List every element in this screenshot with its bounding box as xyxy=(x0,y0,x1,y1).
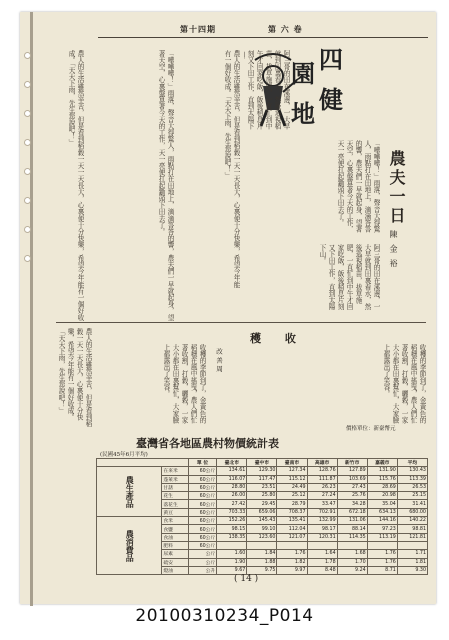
value-cell: 27.24 xyxy=(307,492,337,500)
value-cell: 117.47 xyxy=(247,475,277,483)
value-cell: 115.76 xyxy=(367,475,397,483)
value-cell: 115.12 xyxy=(277,475,307,483)
value-cell: 1.68 xyxy=(337,550,367,558)
article-body-far-left: 農人的生活雖然辛苦，但是看到稻穀一天一天長大，心裏便十分快樂，希望今年能有一個好收成。「天天下雨，先生您說吧！」 xyxy=(67,50,84,321)
value-cell: 24.49 xyxy=(277,483,307,491)
value-cell: 8.71 xyxy=(367,566,397,574)
header-cell: 嘉義市 xyxy=(367,459,397,467)
value-cell: 60公斤 xyxy=(188,492,216,500)
header-cell: 臺北市 xyxy=(217,459,247,467)
value-cell: 138.35 xyxy=(217,533,247,541)
value-cell: 672.18 xyxy=(337,508,367,516)
table-row xyxy=(97,517,428,525)
value-cell: 公斤 xyxy=(188,550,216,558)
value-cell: 28.79 xyxy=(277,500,307,508)
value-cell: 9.97 xyxy=(277,566,307,574)
item-name-cell: 甘藷 xyxy=(162,483,188,491)
value-cell: 123.60 xyxy=(247,533,277,541)
value-cell xyxy=(247,541,277,549)
value-cell: 20.98 xyxy=(367,492,397,500)
value-cell: 111.87 xyxy=(307,475,337,483)
value-cell: 60公斤 xyxy=(188,508,216,516)
value-cell: 98.81 xyxy=(397,525,427,533)
article-body-left: 「嘩嘩嘩！」雨落，聲音大得驚人，雨點打在田地上，滴滴答答的響，農夫們一早就起身，望著天空，心裏盤算著今天的工作，天一亮便扛起鋤頭下田去了。 xyxy=(157,50,174,321)
value-cell: 127.34 xyxy=(277,467,307,475)
value-cell: 1.76 xyxy=(367,550,397,558)
value-cell: 1.64 xyxy=(307,550,337,558)
value-cell: 27.43 xyxy=(337,483,367,491)
value-cell xyxy=(337,541,367,549)
value-cell: 23.51 xyxy=(247,483,277,491)
item-name-cell: 食油 xyxy=(162,533,188,541)
logo-char-2: 健 xyxy=(319,85,343,114)
value-cell: 9.24 xyxy=(337,566,367,574)
value-cell: 659.06 xyxy=(247,508,277,516)
value-cell: 60公斤 xyxy=(188,500,216,508)
value-cell: 152.26 xyxy=(217,517,247,525)
value-cell: 112.04 xyxy=(277,525,307,533)
table-row xyxy=(97,467,428,475)
value-cell: 25.15 xyxy=(397,492,427,500)
value-cell: 680.00 xyxy=(397,508,427,516)
volume-label: 第 六 卷 xyxy=(268,24,303,34)
value-cell: 145.43 xyxy=(247,517,277,525)
item-name-cell: 食米 xyxy=(162,517,188,525)
value-cell: 99.10 xyxy=(247,525,277,533)
value-cell: 27.42 xyxy=(217,500,247,508)
value-cell: 113.39 xyxy=(397,475,427,483)
value-cell: 1.60 xyxy=(217,550,247,558)
table-unit-note: 價格單位：新臺幣元 xyxy=(346,426,396,432)
article2-body-left: 收穫的季節到了，金黃色的稻穗在風中搖曳，農人們忙著收割，打穀，曬穀，一家大小都在田裏幫忙，大家臉上都露出了笑容。 xyxy=(162,344,206,424)
value-cell: 120.31 xyxy=(307,533,337,541)
value-cell: 116.07 xyxy=(217,475,247,483)
logo-char-4: 地 xyxy=(291,99,315,128)
value-cell xyxy=(277,541,307,549)
value-cell: 140.22 xyxy=(397,517,427,525)
value-cell: 129.30 xyxy=(247,467,277,475)
price-table xyxy=(96,458,428,575)
value-cell: 131.06 xyxy=(337,517,367,525)
value-cell xyxy=(367,541,397,549)
value-cell: 702.91 xyxy=(307,508,337,516)
value-cell: 35.04 xyxy=(367,500,397,508)
article-body-mid: 農人的生活雖然辛苦，但是看到稻穀一天一天長大，心裏便十分快樂，希望今年能有一個好收成。「天天下雨，先生您說吧！」 xyxy=(223,50,240,288)
header-cell: 高雄市 xyxy=(307,459,337,467)
logo-char-3: 園 xyxy=(291,59,315,88)
logo-char-1: 四 xyxy=(319,45,343,74)
binding-holes xyxy=(24,52,31,284)
value-cell: 121.07 xyxy=(277,533,307,541)
value-cell: 114.35 xyxy=(337,533,367,541)
value-cell: 1.78 xyxy=(307,558,337,566)
header-cell xyxy=(97,459,189,467)
image-caption: 20100310234_P014 xyxy=(135,606,314,626)
value-cell: 31.41 xyxy=(397,500,427,508)
page-number: ( 14 ) xyxy=(234,574,259,584)
table-header-row xyxy=(97,459,428,467)
item-name-cell: 尿素 xyxy=(162,550,188,558)
value-cell: 1.71 xyxy=(397,550,427,558)
header-cell: 新竹市 xyxy=(337,459,367,467)
value-cell: 9.30 xyxy=(397,566,427,574)
value-cell: 60公斤 xyxy=(188,475,216,483)
value-cell: 26.23 xyxy=(307,483,337,491)
item-name-cell: 黃豆 xyxy=(162,508,188,516)
article-body-mid-top: 阿三哥的田在溪邊，一大早就到田裏看水，然後巡視稻苗，拔草施肥，一直忙到中午才回家吃飯，飯後稍息片刻又下田工作，直到太陽下 xyxy=(246,50,290,130)
value-cell: 1.76 xyxy=(367,558,397,566)
value-cell: 131.90 xyxy=(367,467,397,475)
table-date-note: (民國45年6月平均) xyxy=(100,452,148,458)
article2-author: 改 善 周 xyxy=(215,348,223,372)
value-cell: 28.69 xyxy=(367,483,397,491)
value-cell: 25.12 xyxy=(277,492,307,500)
value-cell: 8.48 xyxy=(307,566,337,574)
value-cell: 88.14 xyxy=(337,525,367,533)
value-cell: 132.99 xyxy=(307,517,337,525)
article-body-right: 「嘩嘩嘩！」雨落，聲音大得驚人，雨點打在田地上，滴滴答答的響，農夫們一早就起身，望著天空，心裏盤算著今天的工作，天一亮便扛起鋤頭下田去了。 xyxy=(336,140,380,233)
value-cell: 1.88 xyxy=(247,558,277,566)
page-header xyxy=(98,24,428,38)
table-title: 臺灣省各地區農村物價統計表 xyxy=(136,437,279,450)
value-cell: 34.28 xyxy=(337,500,367,508)
value-cell: 60公斤 xyxy=(188,525,216,533)
header-cell: 臺南市 xyxy=(277,459,307,467)
article-body-right-lower: 阿三哥的田在溪邊，一大早就到田裏看水，然後巡視稻苗，拔草施肥，一直忙到中午才回家吃飯，飯後稍息片刻又下田工作，直到太陽下山。 xyxy=(318,244,380,310)
value-cell: 703.33 xyxy=(217,508,247,516)
value-cell: 1.84 xyxy=(247,550,277,558)
item-name-cell: 花生 xyxy=(162,492,188,500)
value-cell: 121.81 xyxy=(397,533,427,541)
value-cell: 135.41 xyxy=(277,517,307,525)
value-cell: 28.80 xyxy=(217,483,247,491)
value-cell: 26.00 xyxy=(217,492,247,500)
value-cell: 25.76 xyxy=(337,492,367,500)
value-cell: 公斤 xyxy=(188,558,216,566)
value-cell: 60公斤 xyxy=(188,517,216,525)
value-cell: 128.76 xyxy=(307,467,337,475)
value-cell: 1.90 xyxy=(217,558,247,566)
issue-label: 第十四期 xyxy=(180,24,216,34)
value-cell: 1.70 xyxy=(337,558,367,566)
value-cell: 1.82 xyxy=(277,558,307,566)
value-cell: 60公斤 xyxy=(188,541,216,549)
group-label: 農生產品 xyxy=(97,467,162,517)
group-label: 農消費品 xyxy=(97,517,162,575)
article1-continued: 農人的生活雖然辛苦，但是看到稻穀一天一天長大，心裏便十分快樂，希望今年能有一個好收成。「天天下雨，先生您說吧！」 xyxy=(57,328,92,427)
article-title: 農夫一日 xyxy=(387,150,406,226)
item-name-cell: 肥料 xyxy=(162,541,188,549)
value-cell xyxy=(307,541,337,549)
value-cell: 127.89 xyxy=(337,467,367,475)
value-cell: 97.23 xyxy=(367,525,397,533)
value-cell: 9.67 xyxy=(217,566,247,574)
value-cell: 60公斤 xyxy=(188,533,216,541)
article2-body-right: 收穫的季節到了，金黃色的稻穗在風中搖曳，農人們忙著收割，打穀，曬穀，一家大小都在田裏幫忙，大家臉上都露出了笑容。 xyxy=(382,344,426,424)
header-cell: 平均 xyxy=(397,459,427,467)
article2-title: 穫 收 xyxy=(250,332,306,345)
value-cell: 98.15 xyxy=(217,525,247,533)
value-cell: 29.45 xyxy=(247,500,277,508)
item-name-cell: 燈油 xyxy=(162,566,188,574)
value-cell: 26.53 xyxy=(397,483,427,491)
item-name-cell: 蓬萊米 xyxy=(162,475,188,483)
item-name-cell: 在來米 xyxy=(162,467,188,475)
article-author: 陳 金 裕 xyxy=(389,230,398,270)
value-cell: 708.37 xyxy=(277,508,307,516)
value-cell: 113.19 xyxy=(367,533,397,541)
value-cell: 134.61 xyxy=(217,467,247,475)
section-divider xyxy=(56,322,426,323)
value-cell: 103.69 xyxy=(337,475,367,483)
value-cell: 25.80 xyxy=(247,492,277,500)
item-name-cell: 食鹽 xyxy=(162,525,188,533)
value-cell: 144.16 xyxy=(367,517,397,525)
item-name-cell: 落花生 xyxy=(162,500,188,508)
value-cell: 1.76 xyxy=(277,550,307,558)
value-cell: 公升 xyxy=(188,566,216,574)
value-cell: 60公斤 xyxy=(188,467,216,475)
value-cell: 98.17 xyxy=(307,525,337,533)
header-cell: 單 位 xyxy=(188,459,216,467)
header-cell: 臺中市 xyxy=(247,459,277,467)
value-cell: 1.81 xyxy=(397,558,427,566)
value-cell: 33.47 xyxy=(307,500,337,508)
value-cell xyxy=(217,541,247,549)
value-cell: 634.13 xyxy=(367,508,397,516)
value-cell: 130.43 xyxy=(397,467,427,475)
item-name-cell: 硫安 xyxy=(162,558,188,566)
value-cell xyxy=(397,541,427,549)
value-cell: 9.75 xyxy=(247,566,277,574)
value-cell: 60公斤 xyxy=(188,483,216,491)
